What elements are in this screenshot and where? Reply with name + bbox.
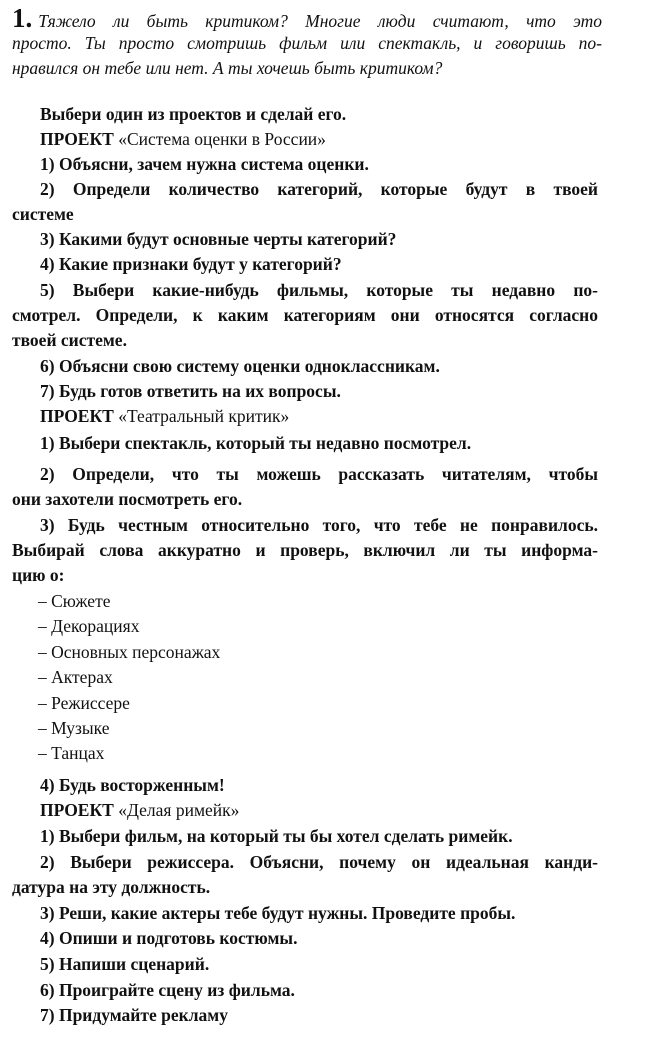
intro-line: нравился он тебе или нет. А ты хочешь быть критиком? bbox=[12, 58, 443, 78]
project-heading bbox=[40, 798, 239, 823]
list-item: – Музыке bbox=[38, 718, 110, 738]
step: 3) Какими будут основные черты категорий? bbox=[40, 229, 397, 249]
instruction: Выбери один из проектов и сделай его. bbox=[40, 104, 347, 124]
step: 3) Будь честным относительно того, что тебе не понравилось. bbox=[40, 515, 598, 535]
intro-line: просто. Ты просто смотришь фильм или спектакль, и говоришь по- bbox=[12, 33, 602, 53]
project-heading bbox=[40, 127, 326, 152]
list-item: – Сюжете bbox=[38, 591, 111, 611]
step-continued: цию о: bbox=[12, 565, 65, 585]
list-item: – Актерах bbox=[38, 667, 113, 687]
step: 7) Придумайте рекламу bbox=[40, 1005, 228, 1025]
step-continued: они захотели посмотреть его. bbox=[12, 489, 243, 509]
step: 3) Реши, какие актеры тебе будут нужны. Проведите пробы. bbox=[40, 903, 516, 923]
project-title: «Система оценки в России» bbox=[118, 129, 326, 149]
step: 1) Выбери фильм, на который ты бы хотел сделать римейк. bbox=[40, 826, 513, 846]
project-label: ПРОЕКТ bbox=[40, 129, 114, 149]
project-heading bbox=[40, 404, 289, 429]
step: 5) Напиши сценарий. bbox=[40, 954, 210, 974]
list-item: – Основных персонажах bbox=[38, 642, 221, 662]
project-label: ПРОЕКТ bbox=[40, 406, 114, 426]
step: 4) Будь восторженным! bbox=[40, 775, 225, 795]
exercise-number: 1. bbox=[12, 3, 33, 33]
intro-text: Тяжело ли быть критиком? Многие люди считают, что это bbox=[38, 11, 602, 31]
step-continued: Выбирай слова аккуратно и проверь, включил ли ты информа- bbox=[12, 540, 598, 560]
exercise-intro bbox=[12, 3, 602, 81]
project-title: «Театральный критик» bbox=[118, 406, 290, 426]
list-item: – Декорациях bbox=[38, 616, 140, 636]
step: 4) Какие признаки будут у категорий? bbox=[40, 254, 342, 274]
step-continued: датура на эту должность. bbox=[12, 877, 211, 897]
project-title: «Делая римейк» bbox=[118, 800, 240, 820]
list-item: – Танцах bbox=[38, 743, 105, 763]
project-label: ПРОЕКТ bbox=[40, 800, 114, 820]
step: 6) Проиграйте сцену из фильма. bbox=[40, 980, 295, 1000]
list-item: – Режиссере bbox=[38, 693, 130, 713]
step: 1) Объясни, зачем нужна система оценки. bbox=[40, 154, 369, 174]
step-continued: смотрел. Определи, к каким категориям они относятся согласно bbox=[12, 305, 598, 325]
step-continued: системе bbox=[12, 204, 74, 224]
step: 5) Выбери какие-нибудь фильмы, которые ты недавно по- bbox=[40, 280, 598, 300]
step: 6) Объясни свою систему оценки одноклассникам. bbox=[40, 356, 440, 376]
step: 2) Выбери режиссера. Объясни, почему он идеальная канди- bbox=[40, 852, 598, 872]
intro-line bbox=[12, 3, 602, 33]
step: 1) Выбери спектакль, который ты недавно посмотрел. bbox=[40, 433, 472, 453]
step: 2) Определи, что ты можешь рассказать читателям, чтобы bbox=[40, 464, 598, 484]
step-continued: твоей системе. bbox=[12, 330, 127, 350]
step: 4) Опиши и подготовь костюмы. bbox=[40, 928, 298, 948]
step: 2) Определи количество категорий, которые будут в твоей bbox=[40, 179, 598, 199]
step: 7) Будь готов ответить на их вопросы. bbox=[40, 381, 341, 401]
